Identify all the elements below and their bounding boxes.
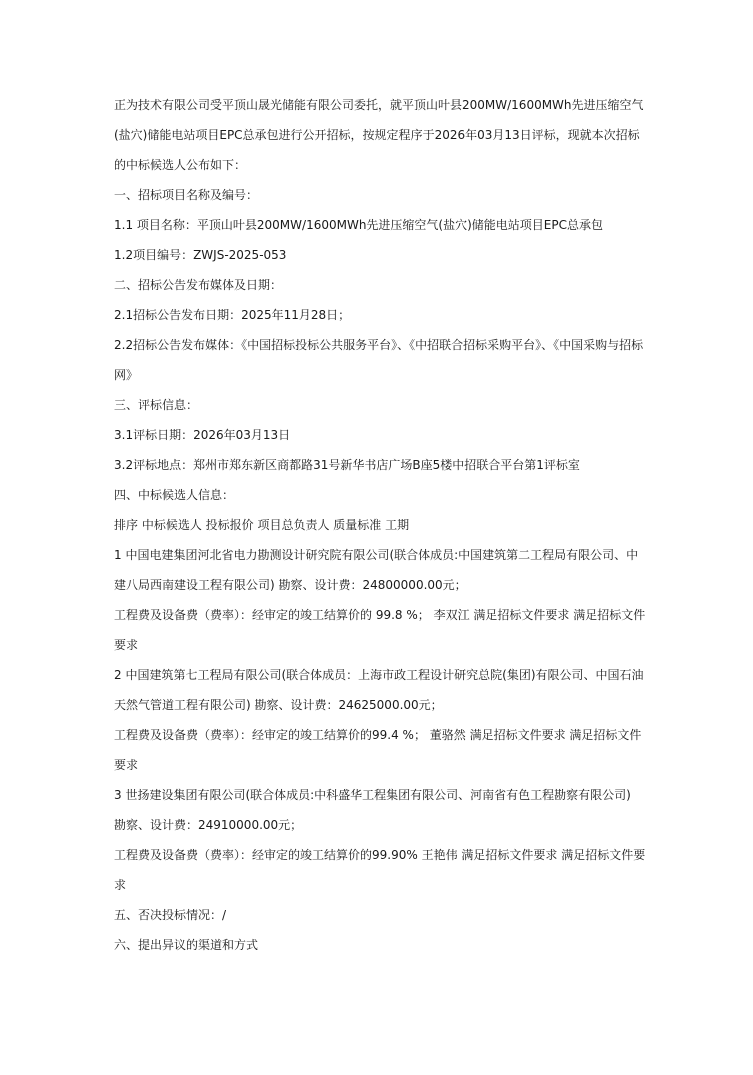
candidate-3-fee: 工程费及设备费（费率）：经审定的竣工结算价的99.90% 王艳伟 满足招标文件要求 满足招标文件要求 [114, 848, 646, 892]
evaluation-place: 3.2评标地点：郑州市郑东新区商都路31号新华书店广场B座5楼中招联合平台第1评标室 [114, 458, 580, 472]
candidate-2-main: 2 中国建筑第七工程局有限公司(联合体成员：上海市政工程设计研究总院(集团)有限公司、中国石油天然气管道工程有限公司) 勘察、设计费：24625000.00元； [114, 668, 644, 712]
candidate-1-fee: 工程费及设备费（费率）：经审定的竣工结算价的 99.8 %； 李双江 满足招标文件要求 满足招标文件要求 [114, 608, 646, 652]
section-heading-candidates: 四、中标候选人信息： [114, 488, 235, 502]
section-heading-media: 二、招标公告发布媒体及日期： [114, 278, 283, 292]
project-code: 1.2项目编号：ZWJS-2025-053 [114, 248, 287, 262]
publish-date: 2.1招标公告发布日期：2025年11月28日； [114, 308, 351, 322]
candidate-columns: 排序 中标候选人 投标报价 项目总负责人 质量标准 工期 [114, 518, 410, 532]
project-name: 1.1 项目名称：平顶山叶县200MW/1600MWh先进压缩空气(盐穴)储能电站项目EPC总承包 [114, 218, 603, 232]
section-heading-objection: 六、提出异议的渠道和方式 [114, 938, 259, 952]
section-heading-rejected: 五、否决投标情况：/ [114, 908, 227, 922]
candidate-1-main: 1 中国电建集团河北省电力勘测设计研究院有限公司(联合体成员:中国建筑第二工程局有限公司、中建八局西南建设工程有限公司) 勘察、设计费：24800000.00元； [114, 548, 639, 592]
announcement-body [114, 90, 646, 960]
publish-media: 2.2招标公告发布媒体：《中国招标投标公共服务平台》、《中招联合招标采购平台》、《中国采购与招标网》 [114, 338, 644, 382]
candidate-3-main: 3 世扬建设集团有限公司(联合体成员:中科盛华工程集团有限公司、河南省有色工程勘察有限公司) 勘察、设计费：24910000.00元； [114, 788, 631, 832]
section-heading-project: 一、招标项目名称及编号： [114, 188, 259, 202]
intro-paragraph: 正为技术有限公司受平顶山晟光储能有限公司委托，就平顶山叶县200MW/1600MWh先进压缩空气(盐穴)储能电站项目EPC总承包进行公开招标，按规定程序于2026年03月13日评标，现就本次招标的中标候选人公布如下： [114, 98, 644, 172]
evaluation-date: 3.1评标日期：2026年03月13日 [114, 428, 291, 442]
section-heading-evaluation: 三、评标信息： [114, 398, 199, 412]
candidate-2-fee: 工程费及设备费（费率）：经审定的竣工结算价的99.4 %； 董骆然 满足招标文件要求 满足招标文件要求 [114, 728, 642, 772]
